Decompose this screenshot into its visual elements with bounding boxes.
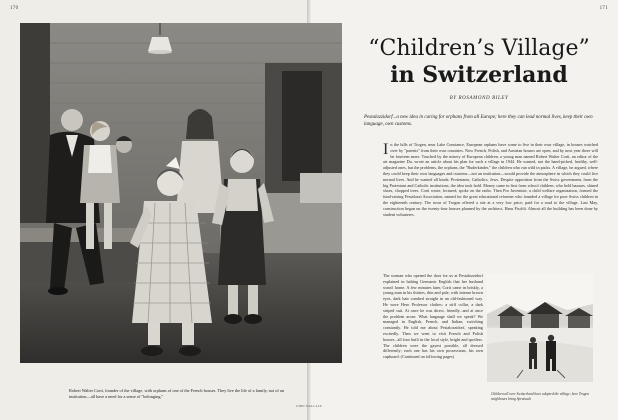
children-with-founder-photo [20, 23, 342, 363]
article-lead: Pestalozzidorf...a new idea in caring for orphans from all Europe; here they can lead normal lives, keep their own language, own customs. [364, 115, 593, 127]
photo-credit: JOHN WALLACE [296, 404, 323, 408]
article-body-text: n the hills of Trogen, near Lake Constance, European orphans have come to live in their own village, in houses watched over by "parents" from their own countries. Now French, Polish, and Austrian houses are open, and by next year there will be fourteen more. Touched by the misery of European children, a young man named Robert Walter Corti, an editor of the art magazine Du, wrote an article about his plan for such a village in 1944. He wanted, not the hand-picked, healthy, well-adjusted ones, but the problems, the orphans, the "Ruderkinder," the children who run wild in packs. A village, he argued, where they could keep their own languages and customs—not an institution—would provide the atmosphere in which they could live normal lives. And he wanted all kinds: Protestants, Catholics, Jews. Despite opposition from the Swiss government, from the big Protestant and Catholic institutions, the idea took hold. Money came in first from school children, who held bazaars, shined shoes, chopped trees. Corti wrote, lectured, spoke on the radio. Then Pro Juventute, a child welfare organization, formed the fund-raising Pestalozzi Association, named for the great educational reformer who founded a village for poor Swiss children in the eighteenth century. The town of Trogen offered a site at a very low price; paid for a road to the village. Last May, construction began on the twenty-four houses planned by the architect, Hans Fischli. Almost all the building has been done by student volunteers. [383, 142, 598, 217]
article-byline: BY ROSAMOND RILEY [449, 96, 509, 101]
photo-caption: Robert Walter Corti, founder of the village, with orphans of one of the French houses. They live the life of a family, not of an institution—all have a need for a sense of "belonging." [69, 388, 284, 399]
page-number-right: 171 [599, 6, 608, 11]
main-photograph [20, 23, 342, 363]
winter-village-photo [487, 274, 593, 382]
snow-scene-photo [487, 274, 593, 382]
article-body [383, 142, 598, 217]
drop-cap: I [383, 141, 389, 158]
article-body-continued: The woman who opened the door for us at Pestalozzidorf explained in halting Germanic English that her husband wasn't home. A few minutes later, Corti came in briskly, a young man in his thirties, thin and pale, with intense brown eyes, dark hair combed straight in an old-fashioned way. He wore Hero Professor clothes: a stiff collar, a dark striped suit. At once he was direct, friendly...and at once the problem arose: What language shall we speak? We managed in English, French, and Italian, switching constantly. He told me about Pestalozzidorf, speaking excitedly. Then we went to visit French and Polish houses...all four built in the local style, bright and spotless. The children were the gayest possible, all dressed differently; each one has his own possessions, his own cupboard. (Continued on following pages) [383, 273, 483, 360]
article-title: “Children’s Village” [368, 36, 590, 61]
page-number-left: 170 [10, 6, 19, 11]
article-subtitle: in Switzerland [390, 62, 568, 88]
small-photo-caption: Children all over Switzerland have adopted the village; here Trogen neighbours bring Spratsuck [491, 392, 589, 401]
